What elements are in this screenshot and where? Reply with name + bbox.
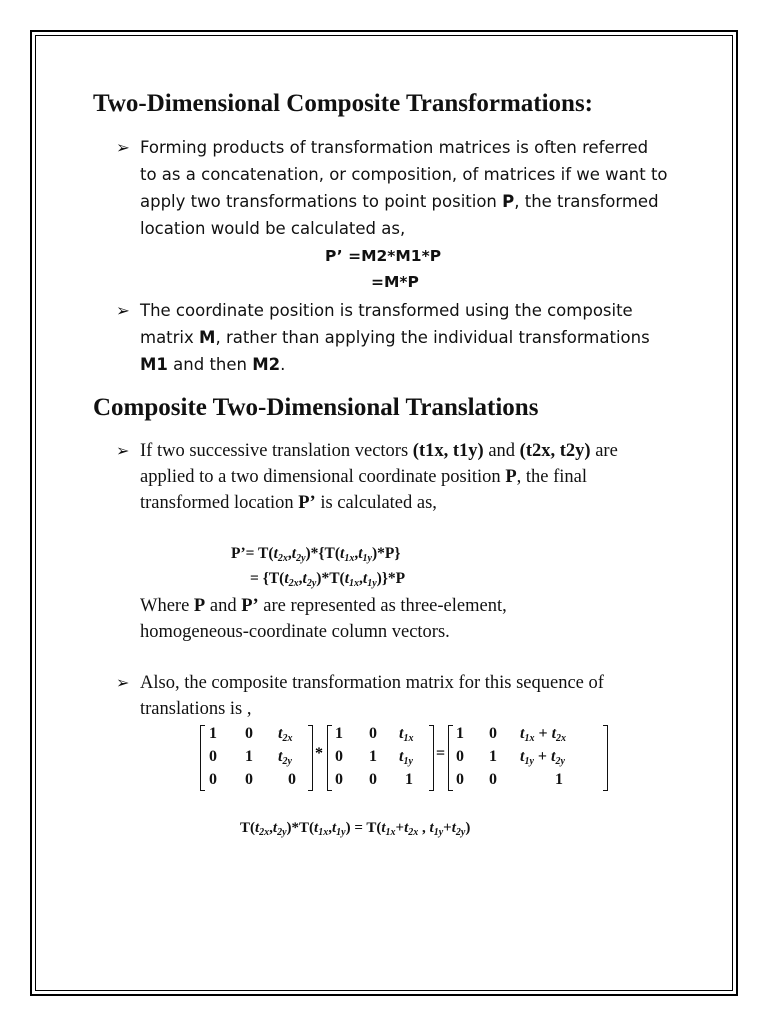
- equation-translation-grouped: = $\{T(t_{2x},t_{2y})*T(t_{1x},t_{1y})\}*P$: [250, 570, 406, 589]
- arrow-bullet-icon: ➢: [116, 301, 130, 320]
- equation-final-translation: $T(t_{2x},t_{2y})*T(t_{1x},t_{1y}) = T(t_{1x}+t_{2x}$ , $t_{1y}+t_{2y}$): [240, 820, 471, 838]
- matrix-result: 1 0 $t_{1x} + t_{2x}$ 0 1 $t_{1y} + t_{2y}$ 0 0 1: [448, 723, 608, 793]
- arrow-bullet-icon: ➢: [116, 673, 130, 692]
- arrow-bullet-icon: ➢: [116, 138, 130, 157]
- arrow-bullet-icon: ➢: [116, 441, 130, 460]
- equation-p-prime-m2m1p: P’ =M2*M1*P: [325, 247, 442, 265]
- section1-heading: Two-Dimensional Composite Transformations:: [93, 90, 593, 117]
- where-paragraph: Where P and P’ are represented as three-element, homogeneous-coordinate column vectors.: [140, 596, 507, 642]
- matrix-t2: 1 0 $t_{2x}$ 0 1 $t_{2y}$ 0 0 0: [200, 723, 313, 793]
- matrix-t1: 1 0 $t_{1x}$ 0 1 $t_{1y}$ 0 0 1: [327, 723, 434, 793]
- section2-heading: Composite Two-Dimensional Translations: [93, 394, 539, 421]
- equation-mp: =M*P: [371, 273, 419, 291]
- equation-translation-composition: P’= $T(t_{2x},t_{2y})*\{T(t_{1x},t_{1y})*P\}$: [231, 545, 401, 564]
